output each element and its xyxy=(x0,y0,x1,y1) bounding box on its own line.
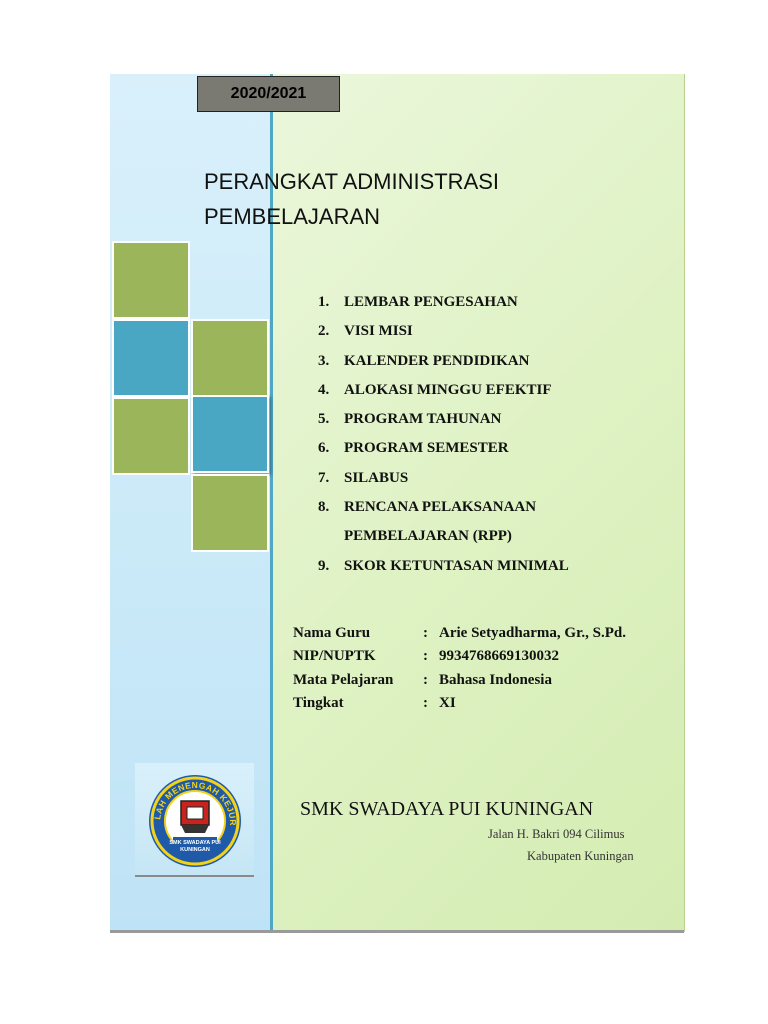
decor-square-blue-2 xyxy=(191,395,269,473)
info-value: XI xyxy=(439,694,456,711)
info-label: NIP/NUPTK xyxy=(293,648,376,665)
list-item-text: RENCANA PELAKSANAAN xyxy=(344,499,537,516)
seal-inner-text-2: KUNINGAN xyxy=(180,847,210,853)
list-item-number: 6. xyxy=(318,440,330,457)
list-item-number: 8. xyxy=(318,499,330,516)
info-value: 9934768669130032 xyxy=(439,648,559,665)
list-item-text: PROGRAM SEMESTER xyxy=(344,440,509,457)
info-colon: : xyxy=(423,625,428,641)
list-item-number: 5. xyxy=(318,411,330,428)
info-colon: : xyxy=(423,648,428,665)
list-item-text: SILABUS xyxy=(344,469,409,486)
list-item xyxy=(318,347,678,376)
school-logo xyxy=(135,763,254,877)
list-item-number: 3. xyxy=(318,352,330,369)
list-item xyxy=(318,493,678,522)
list-item xyxy=(318,405,678,434)
list-item-text: ALOKASI MINGGU EFEKTIF xyxy=(344,381,552,398)
list-item-number: 9. xyxy=(318,557,330,574)
list-item-text: VISI MISI xyxy=(344,323,413,340)
contents-list xyxy=(318,288,678,581)
school-address-line-2: Kabupaten Kuningan xyxy=(527,849,634,863)
list-item xyxy=(318,376,678,405)
teacher-info xyxy=(293,622,626,715)
list-item-text: SKOR KETUNTASAN MINIMAL xyxy=(344,557,569,574)
seal-inner-text-1: SMK SWADAYA PUI xyxy=(169,840,221,846)
list-item-number xyxy=(318,522,344,551)
info-colon: : xyxy=(423,671,428,688)
decor-square-green-2 xyxy=(191,319,269,397)
list-item-text: LEMBAR PENGESAHAN xyxy=(344,294,518,310)
info-row xyxy=(293,692,626,715)
school-name: SMK SWADAYA PUI KUNINGAN xyxy=(300,798,594,820)
seal-ring-text: LAH MENENGAH KEJUR xyxy=(152,779,239,827)
academic-year: 2020/2021 xyxy=(230,85,307,102)
list-item-text: PEMBELAJARAN (RPP) xyxy=(344,528,512,545)
info-label: Mata Pelajaran xyxy=(293,671,394,688)
page-bottom-line xyxy=(110,930,684,933)
list-item-text: PROGRAM TAHUNAN xyxy=(344,411,502,428)
list-item-number: 4. xyxy=(318,381,330,398)
title-line-2: PEMBELAJARAN xyxy=(204,204,381,229)
decor-square-green-1 xyxy=(112,241,190,319)
list-item-number: 1. xyxy=(318,294,330,310)
decor-square-green-4 xyxy=(191,474,269,552)
info-row xyxy=(293,622,626,645)
info-value: Bahasa Indonesia xyxy=(439,671,552,688)
info-row xyxy=(293,669,626,692)
list-item xyxy=(318,464,678,493)
list-item-number: 2. xyxy=(318,323,330,340)
school-seal-icon xyxy=(135,763,254,873)
info-label: Nama Guru xyxy=(293,625,371,641)
academic-year-box xyxy=(197,76,340,112)
list-item xyxy=(318,317,678,346)
decor-square-green-3 xyxy=(112,397,190,475)
list-item xyxy=(318,288,678,317)
list-item xyxy=(318,552,678,581)
list-item xyxy=(318,434,678,463)
school-address-line-1: Jalan H. Bakri 094 Cilimus xyxy=(488,827,625,841)
info-value: Arie Setyadharma, Gr., S.Pd. xyxy=(439,625,626,641)
list-item-number: 7. xyxy=(318,469,330,486)
info-colon: : xyxy=(423,694,428,711)
info-label: Tingkat xyxy=(293,694,344,711)
decor-square-blue-1 xyxy=(112,319,190,397)
list-item-text: KALENDER PENDIDIKAN xyxy=(344,352,530,369)
list-item xyxy=(318,522,678,551)
info-row xyxy=(293,645,626,668)
title-line-1: PERANGKAT ADMINISTRASI xyxy=(204,169,500,194)
page-title xyxy=(204,164,664,234)
